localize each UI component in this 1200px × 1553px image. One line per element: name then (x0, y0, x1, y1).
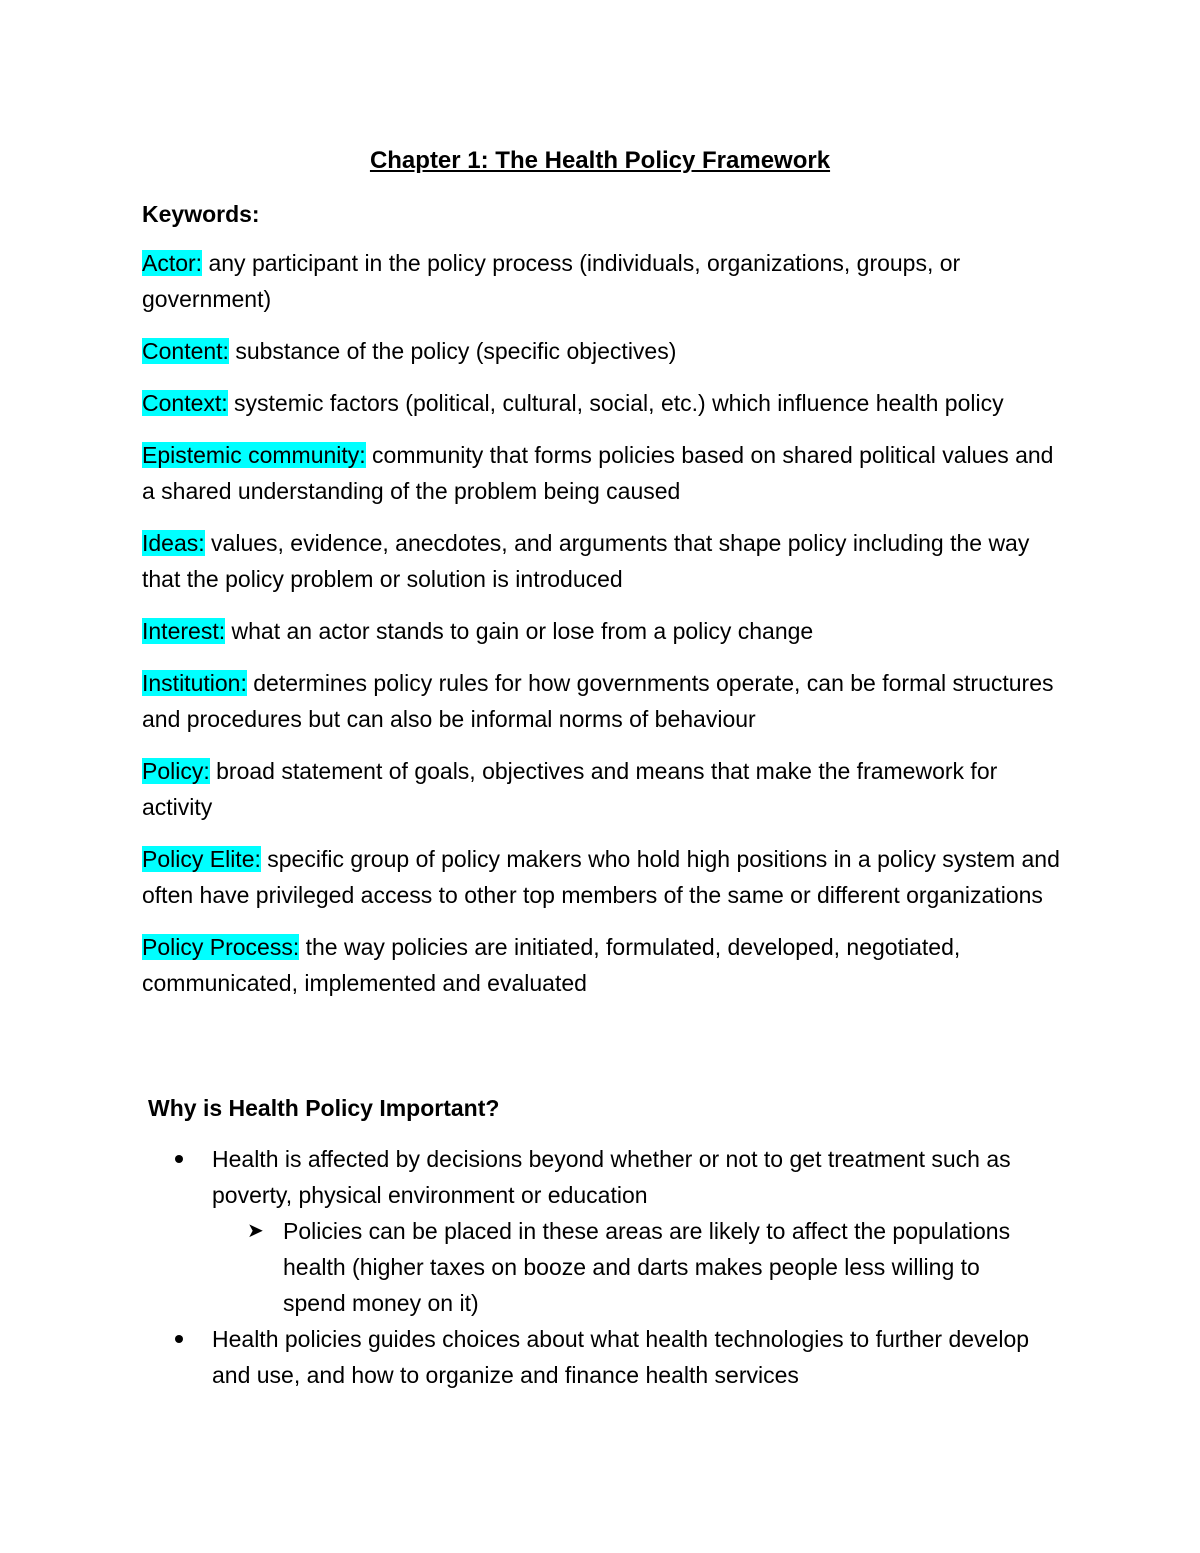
definition-term: Ideas: (142, 530, 205, 556)
definition-institution (142, 665, 1072, 737)
definition-text: substance of the policy (specific objectives) (228, 338, 677, 364)
definition-term: Policy Process: (142, 934, 300, 960)
bullet-dot-icon (175, 1155, 183, 1163)
definition-text: specific group of policy makers who hold high positions in a policy system and often have privileged access to other top members of the same or different organizations (142, 846, 1060, 908)
definition-policy-process (142, 929, 1072, 1001)
definition-content (142, 333, 1072, 369)
definition-term: Epistemic community: (142, 442, 366, 468)
list-item (212, 1141, 1042, 1213)
definition-interest (142, 613, 1072, 649)
definition-term: Interest: (142, 618, 226, 644)
definition-context (142, 385, 1072, 421)
definition-term: Content: (142, 338, 229, 364)
definition-policy (142, 753, 1072, 825)
definition-epistemic-community (142, 437, 1072, 509)
definition-text: what an actor stands to gain or lose from a policy change (225, 618, 814, 644)
bullet-dot-icon (175, 1335, 183, 1343)
definition-text: any participant in the policy process (individuals, organizations, groups, or government) (142, 250, 961, 312)
arrow-bullet-icon: ➤ (247, 1220, 264, 1242)
list-item (212, 1321, 1042, 1393)
definition-text: determines policy rules for how governments operate, can be formal structures and procedures but can also be informal norms of behaviour (142, 670, 1054, 732)
definitions-list (142, 245, 1072, 1017)
keywords-heading: Keywords: (142, 201, 260, 227)
section-heading: Why is Health Policy Important? (148, 1095, 500, 1121)
definition-actor (142, 245, 1072, 317)
bullet-list (212, 1141, 1042, 1393)
definition-text: systemic factors (political, cultural, social, etc.) which influence health policy (227, 390, 1004, 416)
sub-bullet-text: Policies can be placed in these areas are likely to affect the populations health (higher taxes on booze and darts makes people less willing to spend money on it) (283, 1218, 1011, 1316)
bullet-text: Health policies guides choices about what health technologies to further develop and use, and how to organize and finance health services (212, 1326, 1030, 1388)
definition-term: Actor: (142, 250, 203, 276)
definition-text: broad statement of goals, objectives and means that make the framework for activity (142, 758, 998, 820)
definition-term: Institution: (142, 670, 247, 696)
page-title: Chapter 1: The Health Policy Framework (369, 147, 831, 174)
bullet-text: Health is affected by decisions beyond whether or not to get treatment such as poverty, physical environment or education (212, 1146, 1011, 1208)
definition-policy-elite (142, 841, 1072, 913)
definition-term: Policy Elite: (142, 846, 261, 872)
definition-text: community that forms policies based on shared political values and a shared understanding of the problem being caused (142, 442, 1054, 504)
definition-term: Context: (142, 390, 228, 416)
definition-text: values, evidence, anecdotes, and arguments that shape policy including the way that the policy problem or solution is introduced (142, 530, 1030, 592)
definition-text: the way policies are initiated, formulated, developed, negotiated, communicated, implemented and evaluated (142, 934, 961, 996)
definition-ideas (142, 525, 1072, 597)
definition-term: Policy: (142, 758, 210, 784)
sub-list-item (247, 1213, 1042, 1321)
